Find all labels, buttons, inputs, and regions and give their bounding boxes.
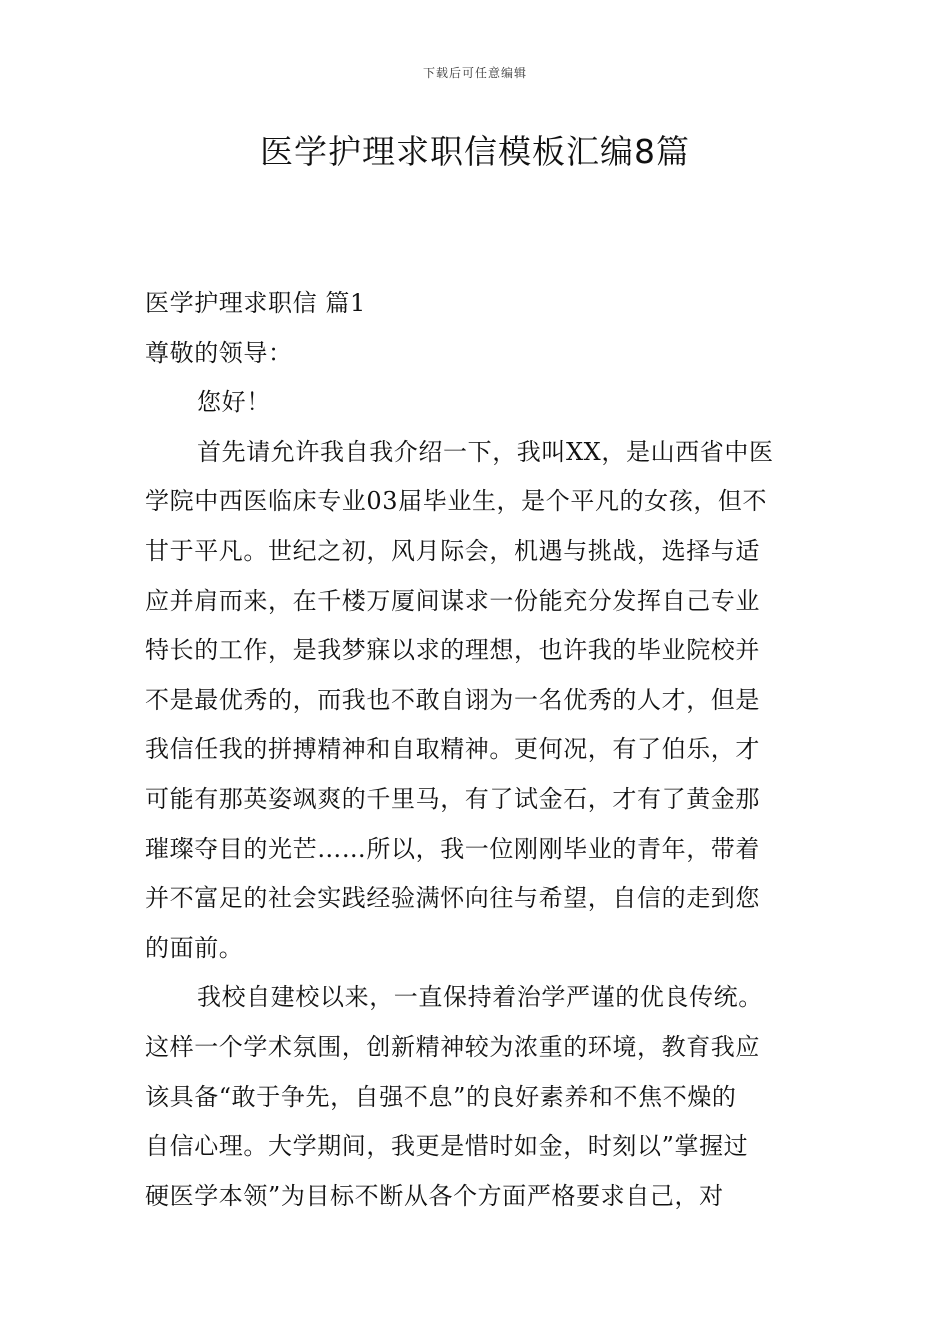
paragraph-line: 并不富足的社会实践经验满怀向往与希望，自信的走到您 [145, 884, 760, 913]
greeting: 您好！ [197, 388, 271, 417]
paragraph-line: 硬医学本领”为目标不断从各个方面严格要求自己，对 [145, 1181, 724, 1210]
paragraph-line: 甘于平凡。世纪之初，风月际会，机遇与挑战，选择与适 [145, 536, 760, 565]
paragraph-line: 璀璨夺目的光芒……所以，我一位刚刚毕业的青年，带着 [145, 834, 760, 863]
paragraph-line: 学院中西医临床专业03届毕业生，是个平凡的女孩，但不 [145, 487, 768, 516]
paragraph-line: 我信任我的拼搏精神和自取精神。更何况，有了伯乐，才 [145, 735, 760, 764]
document-title: 医学护理求职信模板汇编8篇 [260, 132, 690, 171]
paragraph-line: 不是最优秀的，而我也不敢自诩为一名优秀的人才，但是 [145, 685, 760, 714]
paragraph-line: 首先请允许我自我介绍一下，我叫XX，是山西省中医 [197, 437, 774, 466]
document-body [145, 279, 810, 1221]
paragraph-line: 这样一个学术氛围，创新精神较为浓重的环境，教育我应 [145, 1032, 760, 1061]
paragraph-line: 的面前。 [145, 933, 244, 962]
paragraph-line: 该具备“敢于争先，自强不息”的良好素养和不焦不燥的 [145, 1082, 737, 1111]
paragraph-line: 自信心理。大学期间，我更是惜时如金，时刻以”掌握过 [145, 1132, 749, 1161]
salutation: 尊敬的领导： [145, 338, 293, 367]
paragraph-line: 我校自建校以来，一直保持着治学严谨的优良传统。 [197, 983, 763, 1012]
section-heading: 医学护理求职信 篇1 [145, 289, 366, 317]
paragraph-line: 可能有那英姿飒爽的千里马，有了试金石，才有了黄金那 [145, 784, 760, 813]
header-note: 下载后可任意编辑 [422, 66, 527, 80]
paragraph-line: 特长的工作，是我梦寐以求的理想，也许我的毕业院校并 [145, 636, 760, 665]
paragraph-line: 应并肩而来，在千楼万厦间谋求一份能充分发挥自己专业 [145, 586, 760, 615]
